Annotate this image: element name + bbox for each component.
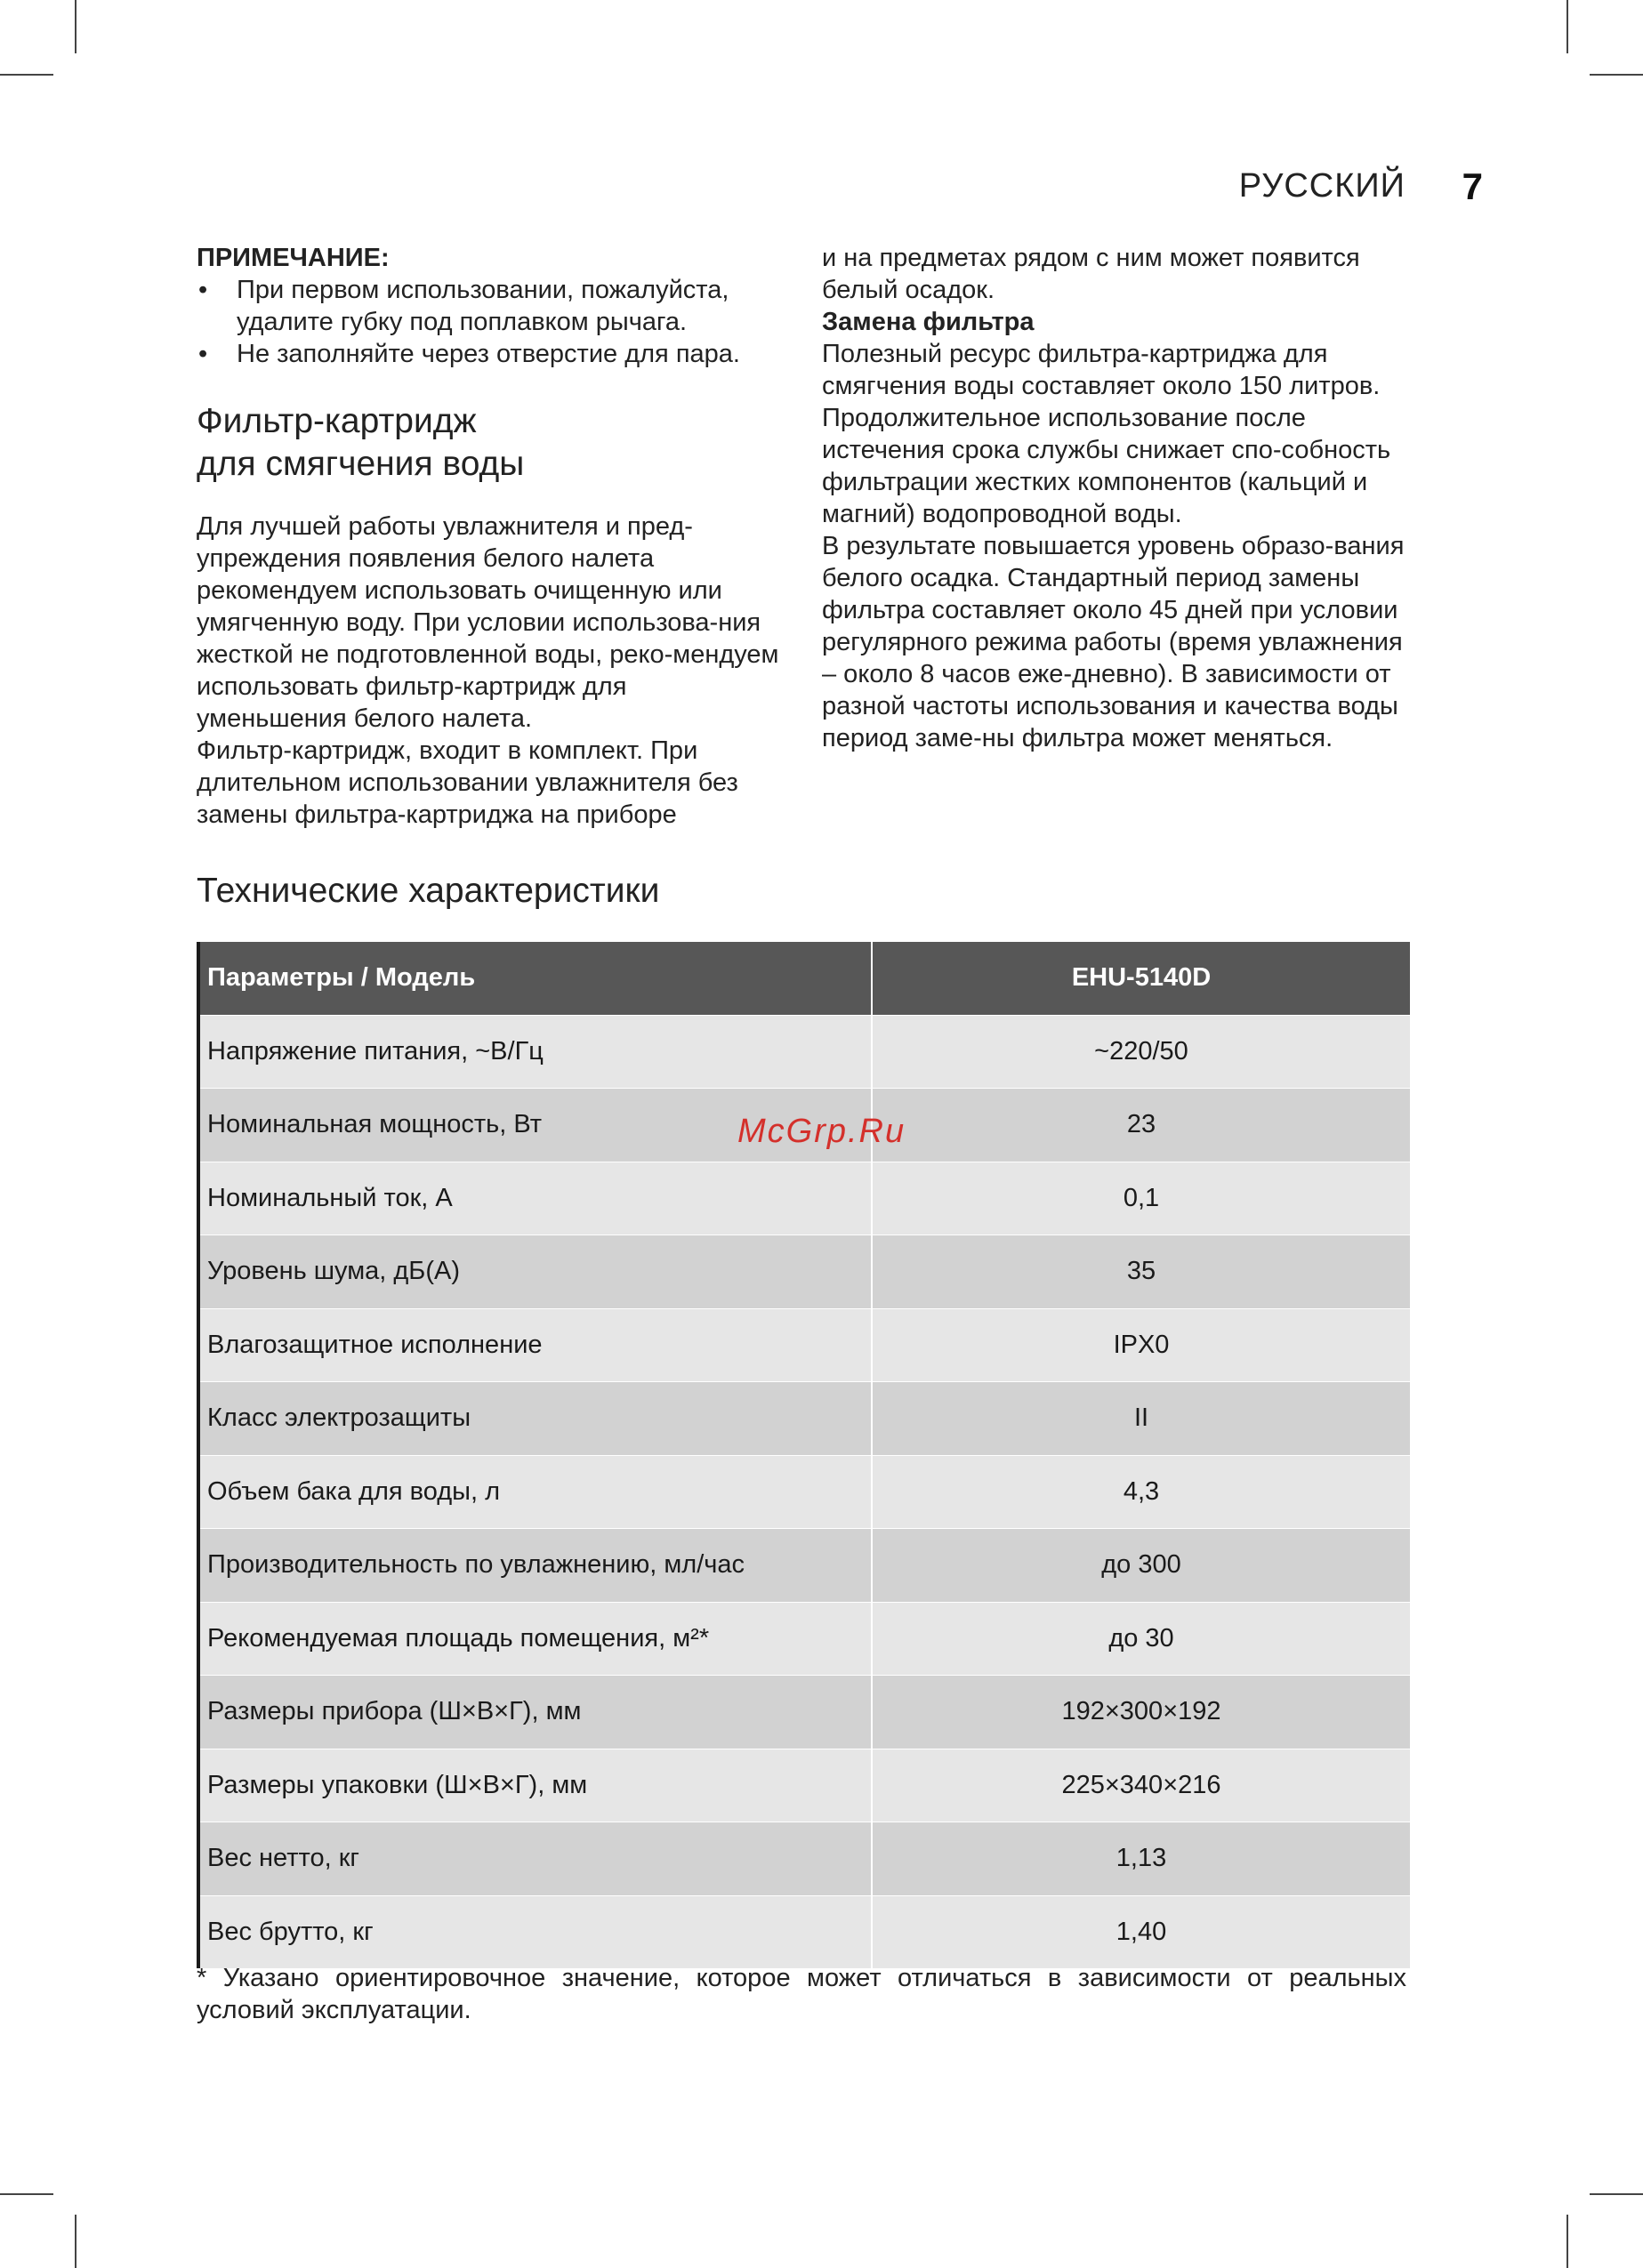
note-title: ПРИМЕЧАНИЕ: (197, 244, 390, 272)
specs-table (197, 942, 1410, 1968)
subsection-heading: Замена фильтра (822, 308, 1035, 336)
value-cell: 225×340×216 (1061, 1770, 1221, 1799)
value-cell: ~220/50 (1094, 1036, 1188, 1066)
value-cell: 192×300×192 (1061, 1697, 1221, 1726)
param-cell: Класс электрозащиты (200, 1382, 873, 1455)
crop-mark (1590, 2193, 1643, 2195)
left-column (197, 242, 784, 831)
right-column (822, 242, 1409, 754)
footnote: * Указано ориентировочное значение, которое может отличаться в зависимости от реальных условий эксплуатации. (197, 1964, 1406, 2024)
table-row (200, 1822, 1410, 1895)
param-cell: Размеры прибора (Ш×В×Г), мм (200, 1676, 873, 1749)
paragraph: В результате повышается уровень образо-вания белого осадка. Стандартный период замены фильтра составляет около 45 дней при условии регулярного режима работы (время увлажнения – около 8 часов еже-дневно). В зависимости от разной частоты использования и качества воды период заме-ны фильтра может меняться. (822, 532, 1405, 752)
list-item: • Не заполняйте через отверстие для пара. (197, 338, 784, 370)
param-cell: Производительность по увлажнению, мл/час (200, 1529, 873, 1602)
crop-mark (75, 0, 77, 53)
value-cell: IPX0 (1113, 1330, 1170, 1359)
paragraph: Для лучшей работы увлажнителя и пред-упреждения появления белого налета рекомендуем использовать очищенную или умягченную воду. При условии использова-ния жесткой не подготовленной воды, реко-мендуем использовать фильтр-картридж для уменьшения белого налета. (197, 512, 779, 733)
watermark: McGrp.Ru (737, 1113, 906, 1150)
table-row (200, 1528, 1410, 1602)
table-row (200, 1015, 1410, 1089)
value-cell: до 30 (1108, 1623, 1174, 1653)
crop-mark (1566, 2215, 1568, 2268)
table-row (200, 1895, 1410, 1969)
language-label: РУССКИЙ (1238, 167, 1405, 205)
page-number: 7 (1462, 165, 1483, 207)
header-cell: Параметры / Модель (200, 942, 873, 1015)
param-cell: Вес нетто, кг (200, 1822, 873, 1895)
table-row (200, 1381, 1410, 1455)
table-row (200, 1308, 1410, 1382)
paragraph: Полезный ресурс фильтра-картриджа для смягчения воды составляет около 150 литров. Продолжительное использование после истечения срока службы снижает спо-собность фильтрации жестких компонентов (кальций и магний) водопроводной воды. (822, 340, 1391, 528)
heading-line: для смягчения воды (197, 445, 525, 483)
param-cell: Вес брутто, кг (200, 1896, 873, 1969)
crop-mark (1566, 0, 1568, 53)
value-cell: 35 (1126, 1257, 1156, 1286)
note-list (197, 274, 784, 370)
param-cell: Размеры упаковки (Ш×В×Г), мм (200, 1749, 873, 1822)
section-heading (197, 400, 784, 486)
paragraph: и на предметах рядом с ним может появится белый осадок. (822, 244, 1360, 304)
value-cell: 4,3 (1123, 1476, 1160, 1506)
list-item: • При первом использовании, пожалуйста, удалите губку под поплавком рычага. (197, 274, 784, 338)
value-cell: 0,1 (1123, 1183, 1160, 1212)
table-row (200, 1675, 1410, 1749)
table-row (200, 1749, 1410, 1822)
table-row (200, 1162, 1410, 1235)
specs-title: Технические характеристики (197, 872, 660, 910)
crop-mark (0, 2193, 53, 2195)
heading-line: Фильтр-картридж (197, 402, 477, 440)
value-cell: II (1133, 1403, 1149, 1433)
param-cell: Номинальный ток, А (200, 1162, 873, 1235)
param-cell: Уровень шума, дБ(А) (200, 1235, 873, 1308)
value-cell: до 300 (1101, 1550, 1181, 1580)
param-cell: Влагозащитное исполнение (200, 1309, 873, 1382)
table-header-row (200, 942, 1410, 1015)
value-cell: 1,13 (1115, 1844, 1167, 1873)
crop-mark (1590, 74, 1643, 76)
table-row (200, 1602, 1410, 1676)
paragraph: Фильтр-картридж, входит в комплект. При длительном использовании увлажнителя без замены фильтра-картриджа на приборе (197, 736, 738, 829)
crop-mark (75, 2215, 77, 2268)
table-row (200, 1235, 1410, 1308)
param-cell: Номинальная мощность, Вт (200, 1089, 873, 1162)
param-cell: Рекомендуемая площадь помещения, м²* (200, 1603, 873, 1676)
table-row (200, 1455, 1410, 1529)
param-cell: Объем бака для воды, л (200, 1456, 873, 1529)
value-cell: 1,40 (1115, 1917, 1167, 1946)
value-cell: 23 (1126, 1110, 1156, 1139)
param-cell: Напряжение питания, ~В/Гц (200, 1016, 873, 1089)
header-cell: EHU-5140D (1071, 963, 1212, 993)
crop-mark (0, 74, 53, 76)
